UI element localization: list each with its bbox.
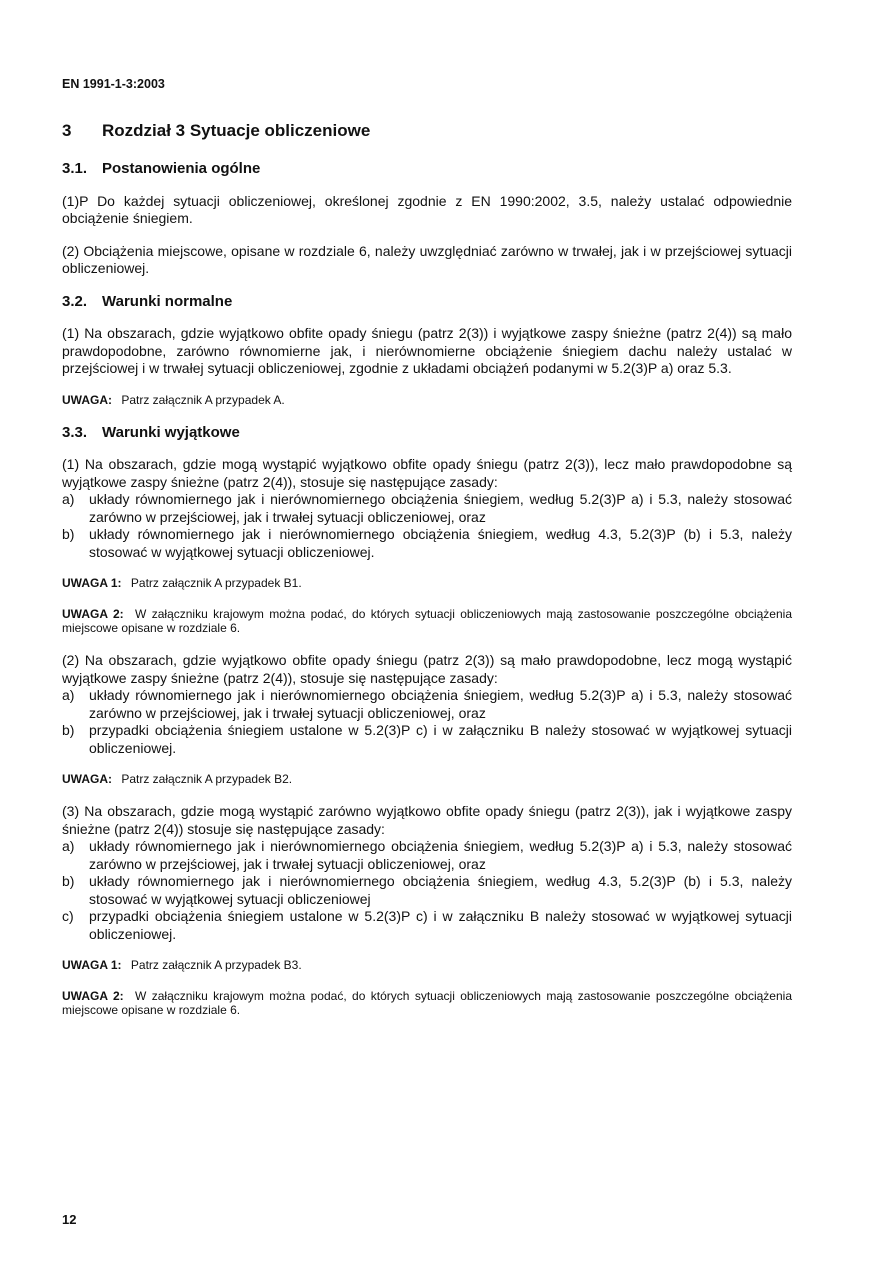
section-3-3-heading [62, 424, 792, 442]
note [62, 576, 792, 590]
note-text: W załączniku krajowym można podać, do których sytuacji obliczeniowych mają zastosowanie poszczególne obciążenia miejscowe opisane w rozdziale 6. [62, 607, 792, 635]
note-label: UWAGA 1: [62, 958, 122, 972]
note-label: UWAGA 2: [62, 607, 124, 621]
list-item [62, 687, 792, 722]
chapter-number: 3 [62, 121, 72, 140]
note [62, 989, 792, 1017]
document-body [62, 160, 792, 1034]
section-3-1-heading [62, 160, 792, 178]
section-number: 3.1. [62, 160, 88, 177]
paragraph: (1)P Do każdej sytuacji obliczeniowej, określonej zgodnie z EN 1990:2002, 3.5, należy ustalać odpowiednie obciążenie śniegiem. [62, 192, 792, 226]
document-code: EN 1991-1-3:2003 [62, 77, 165, 91]
list [62, 838, 792, 943]
list-item [62, 526, 792, 561]
note-label: UWAGA: [62, 772, 112, 786]
list-marker: a) [62, 687, 75, 703]
list-marker: b) [62, 722, 75, 738]
note-label: UWAGA: [62, 392, 112, 407]
list-marker: b) [62, 873, 75, 889]
paragraph: (3) Na obszarach, gdzie mogą wystąpić zarówno wyjątkowo obfite opady śniegu (patrz 2(3)), jak i wyjątkowe zaspy śnieżne (patrz 2(4)) stosuje się następujące zasady: [62, 803, 792, 837]
note [62, 393, 792, 407]
section-title: Postanowienia ogólne [102, 160, 261, 177]
note-text: Patrz załącznik A przypadek A. [121, 392, 285, 407]
note [62, 772, 792, 786]
list-marker: b) [62, 526, 75, 542]
list-item-text: układy równomiernego jak i nierównomiernego obciążenia śniegiem, według 4.3, 5.2(3)P (b) i 5.3, należy stosować w wyjątkowej sytuacji obliczeniowej. [89, 526, 792, 560]
chapter-title-text: Rozdział 3 Sytuacje obliczeniowe [102, 121, 371, 140]
list-item [62, 873, 792, 908]
list [62, 491, 792, 561]
note-text: Patrz załącznik A przypadek B1. [130, 576, 302, 590]
section-3-2-heading [62, 293, 792, 311]
note [62, 958, 792, 972]
list-item-text: układy równomiernego jak i nierównomiernego obciążenia śniegiem, według 5.2(3)P a) i 5.3, należy stosować zarówno w przejściowej, jak i trwałej sytuacji obliczeniowej, oraz [89, 687, 792, 721]
note-text: W załączniku krajowym można podać, do których sytuacji obliczeniowych mają zastosowanie poszczególne obciążenia miejscowe opisane w rozdziale 6. [62, 989, 792, 1017]
list-item [62, 908, 792, 943]
chapter-title [62, 121, 370, 141]
list-marker: a) [62, 838, 75, 854]
list-item-text: przypadki obciążenia śniegiem ustalone w 5.2(3)P c) i w załączniku B należy stosować w wyjątkowej sytuacji obliczeniowej. [89, 722, 792, 756]
list-marker: c) [62, 908, 74, 924]
paragraph: (1) Na obszarach, gdzie wyjątkowo obfite opady śniegu (patrz 2(3)) i wyjątkowe zaspy śnieżne (patrz 2(4)) są mało prawdopodobne, zarówno równomierne jak, i nierównomierne obciążenie śniegiem dachu należy ustalać w przejściowej i w trwałej sytuacji obliczeniowej, zgodnie z układami obciążeń podanymi w 5.2(3)P a) oraz 5.3. [62, 325, 792, 376]
list-item [62, 838, 792, 873]
section-title: Warunki normalne [102, 292, 233, 310]
list-item [62, 722, 792, 757]
section-number: 3.2. [62, 292, 88, 310]
note-label: UWAGA 1: [62, 576, 122, 590]
note-label: UWAGA 2: [62, 989, 124, 1003]
list-item-text: układy równomiernego jak i nierównomiernego obciążenia śniegiem, według 5.2(3)P a) i 5.3, należy stosować zarówno w przejściowej, jak i trwałej sytuacji obliczeniowej, oraz [89, 838, 792, 872]
paragraph: (2) Na obszarach, gdzie wyjątkowo obfite opady śniegu (patrz 2(3)) są mało prawdopodobne, lecz mogą wystąpić wyjątkowe zaspy śnieżne (patrz 2(4)), stosuje się następujące zasady: [62, 652, 792, 686]
list-item-text: przypadki obciążenia śniegiem ustalone w 5.2(3)P c) i w załączniku B należy stosować w wyjątkowej sytuacji obliczeniowej. [89, 908, 792, 942]
note-text: Patrz załącznik A przypadek B3. [130, 958, 302, 972]
section-title: Warunki wyjątkowe [102, 423, 240, 441]
list-item [62, 491, 792, 526]
list [62, 687, 792, 757]
note [62, 607, 792, 635]
list-item-text: układy równomiernego jak i nierównomiernego obciążenia śniegiem, według 4.3, 5.2(3)P (b) i 5.3, należy stosować w wyjątkowej sytuacji obliczeniowej [89, 873, 792, 907]
paragraph: (1) Na obszarach, gdzie mogą wystąpić wyjątkowo obfite opady śniegu (patrz 2(3)), lecz mało prawdopodobne są wyjątkowe zaspy śnieżne (patrz 2(4)), stosuje się następujące zasady: [62, 456, 792, 490]
list-item-text: układy równomiernego jak i nierównomiernego obciążenia śniegiem, według 5.2(3)P a) i 5.3, należy stosować zarówno w przejściowej, jak i trwałej sytuacji obliczeniowej, oraz [89, 491, 792, 525]
section-number: 3.3. [62, 423, 88, 441]
page-number: 12 [62, 1212, 77, 1227]
note-text: Patrz załącznik A przypadek B2. [121, 772, 293, 786]
list-marker: a) [62, 491, 75, 507]
paragraph: (2) Obciążenia miejscowe, opisane w rozdziale 6, należy uwzględniać zarówno w trwałej, jak i w przejściowej sytuacji obliczeniowej. [62, 242, 792, 276]
